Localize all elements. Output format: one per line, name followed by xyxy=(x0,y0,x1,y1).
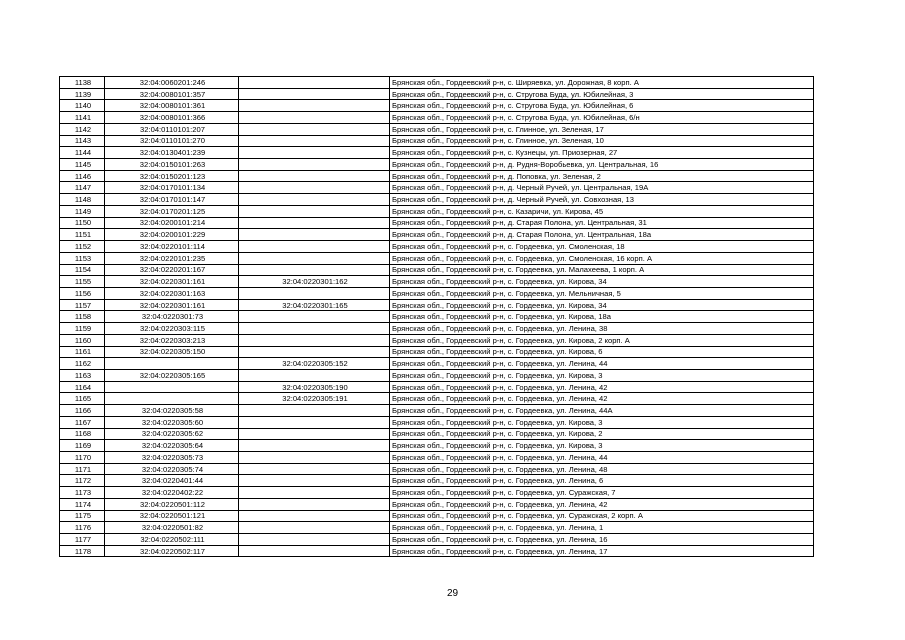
table-row xyxy=(60,416,814,428)
row-number-cell: 1138 xyxy=(60,77,105,89)
address-cell: Брянская обл., Гордеевский р-н, с. Гордеевка, ул. Кирова, 2 xyxy=(390,428,814,440)
address-cell: Брянская обл., Гордеевский р-н, с. Гордеевка, ул. Суражская, 2 корп. А xyxy=(390,510,814,522)
table-row xyxy=(60,135,814,147)
row-number-cell: 1170 xyxy=(60,452,105,464)
table-row xyxy=(60,264,814,276)
table-row xyxy=(60,358,814,370)
row-number-cell: 1142 xyxy=(60,123,105,135)
row-number-cell: 1151 xyxy=(60,229,105,241)
related-cadastral-number-cell xyxy=(239,428,390,440)
related-cadastral-number-cell xyxy=(239,182,390,194)
row-number-cell: 1172 xyxy=(60,475,105,487)
related-cadastral-number-cell xyxy=(239,346,390,358)
address-cell: Брянская обл., Гордеевский р-н, с. Ширяевка, ул. Дорожная, 8 корп. А xyxy=(390,77,814,89)
cadastral-number-cell: 32:04:0130401:239 xyxy=(105,147,239,159)
cadastral-number-cell: 32:04:0220501:112 xyxy=(105,498,239,510)
row-number-cell: 1149 xyxy=(60,205,105,217)
address-cell: Брянская обл., Гордеевский р-н, с. Гордеевка, ул. Кирова, 18а xyxy=(390,311,814,323)
cadastral-number-cell xyxy=(105,381,239,393)
related-cadastral-number-cell xyxy=(239,205,390,217)
row-number-cell: 1166 xyxy=(60,405,105,417)
cadastral-number-cell: 32:04:0080101:366 xyxy=(105,112,239,124)
address-cell: Брянская обл., Гордеевский р-н, с. Гордеевка, ул. Ленина, 44 xyxy=(390,452,814,464)
table-row xyxy=(60,159,814,171)
address-cell: Брянская обл., Гордеевский р-н, с. Глинное, ул. Зеленая, 17 xyxy=(390,123,814,135)
table-row xyxy=(60,123,814,135)
address-cell: Брянская обл., Гордеевский р-н, с. Гордеевка, ул. Ленина, 42 xyxy=(390,381,814,393)
row-number-cell: 1158 xyxy=(60,311,105,323)
related-cadastral-number-cell xyxy=(239,463,390,475)
address-cell: Брянская обл., Гордеевский р-н, с. Гордеевка, ул. Ленина, 16 xyxy=(390,534,814,546)
row-number-cell: 1144 xyxy=(60,147,105,159)
cadastral-number-cell: 32:04:0220502:117 xyxy=(105,545,239,557)
address-cell: Брянская обл., Гордеевский р-н, с. Гордеевка, ул. Ленина, 6 xyxy=(390,475,814,487)
cadastral-number-cell: 32:04:0170101:134 xyxy=(105,182,239,194)
row-number-cell: 1152 xyxy=(60,241,105,253)
table-row xyxy=(60,100,814,112)
address-cell: Брянская обл., Гордеевский р-н, с. Гордеевка, ул. Кирова, 34 xyxy=(390,276,814,288)
row-number-cell: 1177 xyxy=(60,534,105,546)
related-cadastral-number-cell xyxy=(239,416,390,428)
table-row xyxy=(60,369,814,381)
cadastral-number-cell: 32:04:0220501:82 xyxy=(105,522,239,534)
row-number-cell: 1160 xyxy=(60,334,105,346)
cadastral-number-cell: 32:04:0220303:213 xyxy=(105,334,239,346)
registry-table xyxy=(59,76,814,557)
address-cell: Брянская обл., Гордеевский р-н, с. Гордеевка, ул. Малахеева, 1 корп. А xyxy=(390,264,814,276)
row-number-cell: 1140 xyxy=(60,100,105,112)
row-number-cell: 1148 xyxy=(60,194,105,206)
row-number-cell: 1146 xyxy=(60,170,105,182)
row-number-cell: 1157 xyxy=(60,299,105,311)
related-cadastral-number-cell xyxy=(239,405,390,417)
row-number-cell: 1150 xyxy=(60,217,105,229)
related-cadastral-number-cell xyxy=(239,475,390,487)
address-cell: Брянская обл., Гордеевский р-н, д. Черный Ручей, ул. Центральная, 19А xyxy=(390,182,814,194)
cadastral-number-cell: 32:04:0220301:73 xyxy=(105,311,239,323)
cadastral-number-cell: 32:04:0150101:263 xyxy=(105,159,239,171)
address-cell: Брянская обл., Гордеевский р-н, с. Гордеевка, ул. Ленина, 1 xyxy=(390,522,814,534)
cadastral-number-cell: 32:04:0170101:147 xyxy=(105,194,239,206)
table-row xyxy=(60,334,814,346)
cadastral-number-cell: 32:04:0150201:123 xyxy=(105,170,239,182)
cadastral-number-cell: 32:04:0220501:121 xyxy=(105,510,239,522)
related-cadastral-number-cell: 32:04:0220301:165 xyxy=(239,299,390,311)
address-cell: Брянская обл., Гордеевский р-н, с. Гордеевка, ул. Ленина, 48 xyxy=(390,463,814,475)
related-cadastral-number-cell xyxy=(239,135,390,147)
cadastral-number-cell: 32:04:0220303:115 xyxy=(105,323,239,335)
cadastral-number-cell: 32:04:0110101:270 xyxy=(105,135,239,147)
table-row xyxy=(60,452,814,464)
address-cell: Брянская обл., Гордеевский р-н, с. Кузнецы, ул. Приозерная, 27 xyxy=(390,147,814,159)
table-row xyxy=(60,311,814,323)
address-cell: Брянская обл., Гордеевский р-н, с. Гордеевка, ул. Ленина, 38 xyxy=(390,323,814,335)
table-row xyxy=(60,112,814,124)
related-cadastral-number-cell: 32:04:0220305:190 xyxy=(239,381,390,393)
table-row xyxy=(60,252,814,264)
registry-table-body xyxy=(60,77,814,557)
address-cell: Брянская обл., Гордеевский р-н, с. Глинное, ул. Зеленая, 10 xyxy=(390,135,814,147)
table-row xyxy=(60,487,814,499)
cadastral-number-cell: 32:04:0110101:207 xyxy=(105,123,239,135)
row-number-cell: 1176 xyxy=(60,522,105,534)
related-cadastral-number-cell xyxy=(239,159,390,171)
address-cell: Брянская обл., Гордеевский р-н, с. Гордеевка, ул. Смоленская, 18 xyxy=(390,241,814,253)
table-row xyxy=(60,498,814,510)
table-row xyxy=(60,229,814,241)
table-row xyxy=(60,287,814,299)
address-cell: Брянская обл., Гордеевский р-н, д. Старая Полона, ул. Центральная, 18а xyxy=(390,229,814,241)
row-number-cell: 1154 xyxy=(60,264,105,276)
address-cell: Брянская обл., Гордеевский р-н, с. Гордеевка, ул. Кирова, 34 xyxy=(390,299,814,311)
cadastral-number-cell: 32:04:0220101:114 xyxy=(105,241,239,253)
related-cadastral-number-cell xyxy=(239,100,390,112)
table-row xyxy=(60,323,814,335)
address-cell: Брянская обл., Гордеевский р-н, с. Гордеевка, ул. Смоленская, 16 корп. А xyxy=(390,252,814,264)
related-cadastral-number-cell xyxy=(239,217,390,229)
related-cadastral-number-cell xyxy=(239,170,390,182)
table-row xyxy=(60,182,814,194)
row-number-cell: 1141 xyxy=(60,112,105,124)
table-row xyxy=(60,510,814,522)
table-row xyxy=(60,241,814,253)
table-row xyxy=(60,522,814,534)
related-cadastral-number-cell xyxy=(239,88,390,100)
table-row xyxy=(60,475,814,487)
related-cadastral-number-cell xyxy=(239,287,390,299)
related-cadastral-number-cell xyxy=(239,323,390,335)
related-cadastral-number-cell xyxy=(239,147,390,159)
cadastral-number-cell xyxy=(105,393,239,405)
row-number-cell: 1143 xyxy=(60,135,105,147)
cadastral-number-cell: 32:04:0080101:357 xyxy=(105,88,239,100)
cadastral-number-cell: 32:04:0220101:235 xyxy=(105,252,239,264)
address-cell: Брянская обл., Гордеевский р-н, с. Гордеевка, ул. Суражская, 7 xyxy=(390,487,814,499)
row-number-cell: 1147 xyxy=(60,182,105,194)
row-number-cell: 1155 xyxy=(60,276,105,288)
related-cadastral-number-cell xyxy=(239,241,390,253)
row-number-cell: 1163 xyxy=(60,369,105,381)
related-cadastral-number-cell xyxy=(239,369,390,381)
cadastral-number-cell: 32:04:0060201:246 xyxy=(105,77,239,89)
cadastral-number-cell: 32:04:0220305:165 xyxy=(105,369,239,381)
related-cadastral-number-cell xyxy=(239,112,390,124)
cadastral-number-cell: 32:04:0220305:73 xyxy=(105,452,239,464)
address-cell: Брянская обл., Гордеевский р-н, с. Гордеевка, ул. Кирова, 6 xyxy=(390,346,814,358)
related-cadastral-number-cell: 32:04:0220305:191 xyxy=(239,393,390,405)
cadastral-number-cell: 32:04:0220502:111 xyxy=(105,534,239,546)
table-row xyxy=(60,346,814,358)
address-cell: Брянская обл., Гордеевский р-н, с. Гордеевка, ул. Ленина, 42 xyxy=(390,498,814,510)
related-cadastral-number-cell xyxy=(239,252,390,264)
related-cadastral-number-cell xyxy=(239,264,390,276)
table-row xyxy=(60,276,814,288)
related-cadastral-number-cell xyxy=(239,452,390,464)
related-cadastral-number-cell xyxy=(239,498,390,510)
row-number-cell: 1178 xyxy=(60,545,105,557)
related-cadastral-number-cell xyxy=(239,487,390,499)
address-cell: Брянская обл., Гордеевский р-н, д. Поповка, ул. Зеленая, 2 xyxy=(390,170,814,182)
row-number-cell: 1164 xyxy=(60,381,105,393)
table-row xyxy=(60,88,814,100)
related-cadastral-number-cell xyxy=(239,545,390,557)
address-cell: Брянская обл., Гордеевский р-н, с. Гордеевка, ул. Ленина, 44 xyxy=(390,358,814,370)
address-cell: Брянская обл., Гордеевский р-н, д. Черный Ручей, ул. Совхозная, 13 xyxy=(390,194,814,206)
row-number-cell: 1139 xyxy=(60,88,105,100)
address-cell: Брянская обл., Гордеевский р-н, д. Рудня-Воробьевка, ул. Центральная, 16 xyxy=(390,159,814,171)
address-cell: Брянская обл., Гордеевский р-н, с. Стругова Буда, ул. Юбилейная, 6/н xyxy=(390,112,814,124)
row-number-cell: 1173 xyxy=(60,487,105,499)
table-row xyxy=(60,428,814,440)
table-row xyxy=(60,217,814,229)
related-cadastral-number-cell: 32:04:0220305:152 xyxy=(239,358,390,370)
related-cadastral-number-cell xyxy=(239,123,390,135)
address-cell: Брянская обл., Гордеевский р-н, с. Гордеевка, ул. Кирова, 3 xyxy=(390,416,814,428)
row-number-cell: 1169 xyxy=(60,440,105,452)
cadastral-number-cell: 32:04:0220305:64 xyxy=(105,440,239,452)
address-cell: Брянская обл., Гордеевский р-н, с. Гордеевка, ул. Ленина, 17 xyxy=(390,545,814,557)
row-number-cell: 1167 xyxy=(60,416,105,428)
cadastral-number-cell: 32:04:0200101:229 xyxy=(105,229,239,241)
cadastral-number-cell xyxy=(105,358,239,370)
address-cell: Брянская обл., Гордеевский р-н, д. Старая Полона, ул. Центральная, 31 xyxy=(390,217,814,229)
related-cadastral-number-cell xyxy=(239,534,390,546)
page-number: 29 xyxy=(446,588,459,599)
cadastral-number-cell: 32:04:0200101:214 xyxy=(105,217,239,229)
row-number-cell: 1162 xyxy=(60,358,105,370)
table-row xyxy=(60,147,814,159)
table-row xyxy=(60,534,814,546)
address-cell: Брянская обл., Гордеевский р-н, с. Стругова Буда, ул. Юбилейная, 6 xyxy=(390,100,814,112)
cadastral-number-cell: 32:04:0220305:74 xyxy=(105,463,239,475)
address-cell: Брянская обл., Гордеевский р-н, с. Гордеевка, ул. Кирова, 3 xyxy=(390,369,814,381)
row-number-cell: 1153 xyxy=(60,252,105,264)
table-row xyxy=(60,545,814,557)
table-row xyxy=(60,405,814,417)
address-cell: Брянская обл., Гордеевский р-н, с. Гордеевка, ул. Кирова, 3 xyxy=(390,440,814,452)
address-cell: Брянская обл., Гордеевский р-н, с. Гордеевка, ул. Кирова, 2 корп. А xyxy=(390,334,814,346)
row-number-cell: 1168 xyxy=(60,428,105,440)
address-cell: Брянская обл., Гордеевский р-н, с. Гордеевка, ул. Мельничная, 5 xyxy=(390,287,814,299)
cadastral-number-cell: 32:04:0220402:22 xyxy=(105,487,239,499)
address-cell: Брянская обл., Гордеевский р-н, с. Стругова Буда, ул. Юбилейная, 3 xyxy=(390,88,814,100)
cadastral-number-cell: 32:04:0220305:58 xyxy=(105,405,239,417)
related-cadastral-number-cell xyxy=(239,194,390,206)
address-cell: Брянская обл., Гордеевский р-н, с. Гордеевка, ул. Ленина, 42 xyxy=(390,393,814,405)
table-row xyxy=(60,194,814,206)
table-row xyxy=(60,170,814,182)
row-number-cell: 1171 xyxy=(60,463,105,475)
row-number-cell: 1174 xyxy=(60,498,105,510)
row-number-cell: 1159 xyxy=(60,323,105,335)
row-number-cell: 1156 xyxy=(60,287,105,299)
related-cadastral-number-cell xyxy=(239,440,390,452)
table-row xyxy=(60,463,814,475)
address-cell: Брянская обл., Гордеевский р-н, с. Гордеевка, ул. Ленина, 44А xyxy=(390,405,814,417)
cadastral-number-cell: 32:04:0080101:361 xyxy=(105,100,239,112)
related-cadastral-number-cell xyxy=(239,510,390,522)
table-row xyxy=(60,205,814,217)
row-number-cell: 1161 xyxy=(60,346,105,358)
cadastral-number-cell: 32:04:0220201:167 xyxy=(105,264,239,276)
related-cadastral-number-cell xyxy=(239,334,390,346)
cadastral-number-cell: 32:04:0220305:62 xyxy=(105,428,239,440)
table-row xyxy=(60,299,814,311)
cadastral-number-cell: 32:04:0220301:161 xyxy=(105,276,239,288)
related-cadastral-number-cell xyxy=(239,229,390,241)
row-number-cell: 1175 xyxy=(60,510,105,522)
cadastral-number-cell: 32:04:0220301:163 xyxy=(105,287,239,299)
cadastral-number-cell: 32:04:0220305:60 xyxy=(105,416,239,428)
table-row xyxy=(60,440,814,452)
row-number-cell: 1145 xyxy=(60,159,105,171)
related-cadastral-number-cell xyxy=(239,522,390,534)
related-cadastral-number-cell xyxy=(239,77,390,89)
table-row xyxy=(60,393,814,405)
address-cell: Брянская обл., Гордеевский р-н, с. Казаричи, ул. Кирова, 45 xyxy=(390,205,814,217)
table-row xyxy=(60,381,814,393)
row-number-cell: 1165 xyxy=(60,393,105,405)
cadastral-number-cell: 32:04:0220305:150 xyxy=(105,346,239,358)
table-row xyxy=(60,77,814,89)
cadastral-number-cell: 32:04:0220401:44 xyxy=(105,475,239,487)
cadastral-number-cell: 32:04:0170201:125 xyxy=(105,205,239,217)
cadastral-number-cell: 32:04:0220301:161 xyxy=(105,299,239,311)
related-cadastral-number-cell: 32:04:0220301:162 xyxy=(239,276,390,288)
related-cadastral-number-cell xyxy=(239,311,390,323)
